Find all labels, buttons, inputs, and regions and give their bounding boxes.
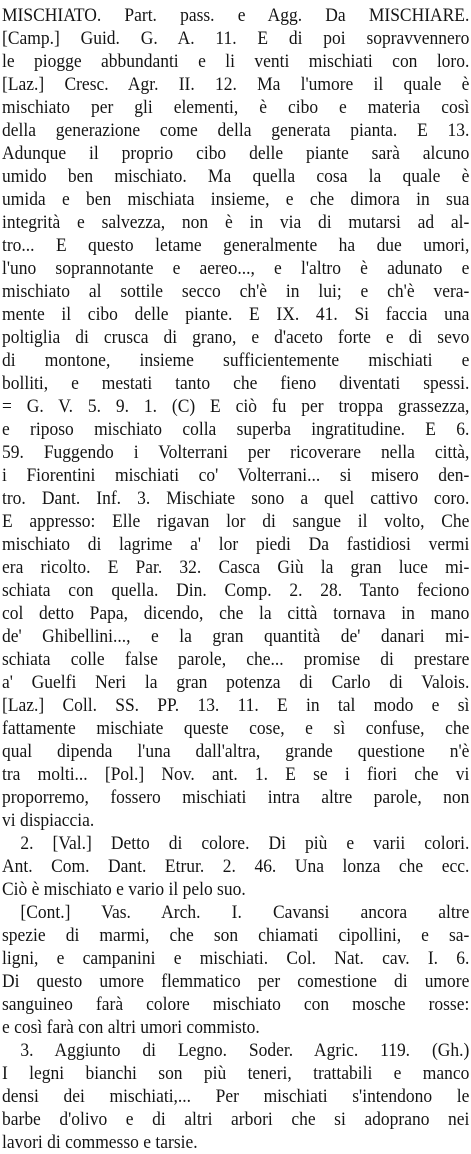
text-line: lavori di commesso e tarsie. (2, 1132, 198, 1153)
text-line: vi dispiaccia. (2, 810, 95, 831)
text-line: sanguineo farà colore mischiato con mosche rosse: (2, 994, 470, 1015)
text-line: tro... E questo letame generalmente ha due umori, (2, 235, 470, 256)
text-line: Adunque il proprio cibo delle piante sarà alcuno (2, 143, 470, 164)
text-line: schiata colle false parole, che... promise di prestare (2, 649, 470, 670)
text-line: l'uno soprannotante e aereo..., e l'altro è adunato e (2, 258, 470, 279)
text-line: proporremo, fossero mischiati intra altre parole, non (2, 787, 470, 808)
text-line: di montone, insieme sufficientemente mischiati e (2, 350, 470, 371)
text-line: qual dipenda l'una dall'altra, grande questione n'è (2, 741, 470, 762)
text-line: poltiglia di crusca di grano, e d'aceto forte e di sevo (2, 327, 470, 348)
text-line: [Cont.] Vas. Arch. I. Cavansi ancora altre (20, 902, 470, 923)
text-line: integrità e salvezza, non è in via di mutarsi ad al- (2, 212, 470, 233)
text-line: de' Ghibellini..., e la gran quantità de' danari mi- (2, 626, 470, 647)
text-line: Ciò è mischiato e vario il pelo suo. (2, 879, 246, 900)
text-line: [Laz.] Cresc. Agr. II. 12. Ma l'umore il quale è (2, 74, 470, 95)
text-line: e riposo mischiato colla superba ingratitudine. E 6. (2, 419, 470, 440)
text-line: mente il cibo delle piante. E IX. 41. Si faccia una (2, 304, 470, 325)
entry-text (2, 4, 469, 1154)
text-line: ligni, e campanini e mischiati. Col. Nat. cav. I. 6. (2, 948, 470, 969)
text-line: Ant. Com. Dant. Etrur. 2. 46. Una lonza che ecc. (2, 856, 470, 877)
text-line: densi dei mischiati,... Per mischiati s'intendono le (2, 1086, 470, 1107)
text-line: i Fiorentini mischiati co' Volterrani... si misero den- (2, 465, 470, 486)
text-line: [Camp.] Guid. G. A. 11. E di poi sopravvennero (2, 28, 470, 49)
text-line: spezie di marmi, che son chiamati cipollini, e sa- (2, 925, 470, 946)
text-line: tro. Dant. Inf. 3. Mischiate sono a quel cattivo coro. (2, 488, 470, 509)
text-line: umido ben mischiato. Ma quella cosa la quale è (2, 166, 470, 187)
text-line: 3. Aggiunto di Legno. Soder. Agric. 119. (Gh.) (20, 1040, 470, 1061)
text-line: E appresso: Elle rigavan lor di sangue il volto, Che (2, 511, 470, 532)
text-line: 59. Fuggendo i Volterrani per ricoverare nella città, (2, 442, 470, 463)
text-line: Di questo umore flemmatico per comestione di umore (2, 971, 470, 992)
text-line: mischiato di lagrime a' lor piedi Da fastidiosi vermi (2, 534, 470, 555)
text-line: schiata con quella. Din. Comp. 2. 28. Tanto feciono (2, 580, 470, 601)
text-line: della generazione come della generata pianta. E 13. (2, 120, 470, 141)
text-line: fattamente mischiate queste cose, e sì confuse, che (2, 718, 470, 739)
text-line: [Laz.] Coll. SS. PP. 13. 11. E in tal modo e sì (2, 695, 470, 716)
text-line: e così farà con altri umori commisto. (2, 1017, 260, 1038)
text-line: bolliti, e mestati tanto che fieno diventati spessi. (2, 373, 470, 394)
text-line: a' Guelfi Neri la gran potenza di Carlo di Valois. (2, 672, 470, 693)
text-line: le piogge abbundanti e li venti mischiati con loro. (2, 51, 470, 72)
text-line: mischiato per gli elementi, è cibo e materia così (2, 97, 470, 118)
text-line: 2. [Val.] Detto di colore. Di più e varii colori. (20, 833, 470, 854)
text-line: mischiato al sottile secco ch'è in lui; e ch'è vera- (2, 281, 470, 302)
text-line: I legni bianchi son più teneri, trattabili e manco (2, 1063, 470, 1084)
text-line: barbe d'olivo e di altri arbori che si adoprano nei (2, 1109, 470, 1130)
text-line: = G. V. 5. 9. 1. (C) E ciò fu per troppa grassezza, (2, 396, 470, 417)
text-line: tra molti... [Pol.] Nov. ant. 1. E se i fiori che vi (2, 764, 470, 785)
text-line: MISCHIATO. Part. pass. e Agg. Da MISCHIARE. (2, 5, 470, 26)
text-line: col detto Papa, dicendo, che la città tornava in mano (2, 603, 470, 624)
text-line: era ricolto. E Par. 32. Casca Giù la gran luce mi- (2, 557, 470, 578)
text-line: umida e ben mischiata insieme, e che dimora in sua (2, 189, 470, 210)
